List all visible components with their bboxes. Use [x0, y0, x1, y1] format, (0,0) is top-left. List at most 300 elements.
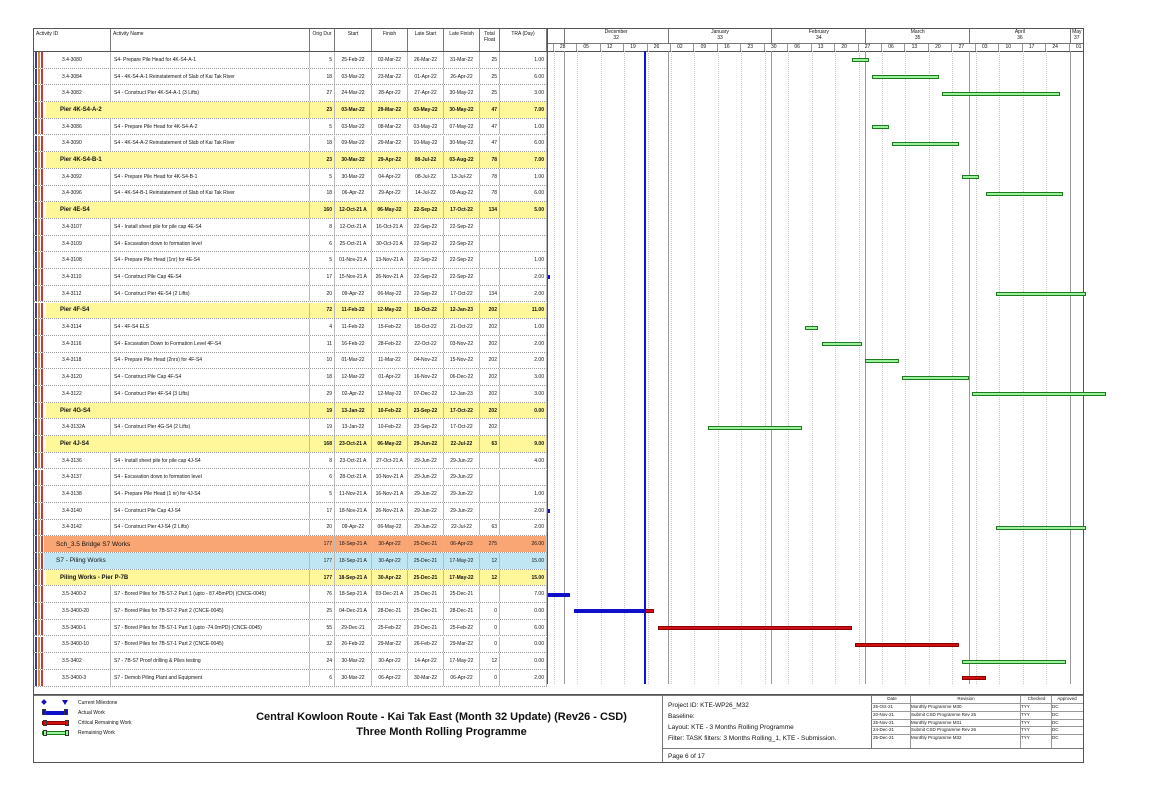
- baseline: Baseline:: [668, 713, 695, 720]
- gantt-bar-rem[interactable]: [708, 426, 802, 430]
- finish-date: 28-Dec-21: [372, 603, 408, 619]
- level-stripe: [41, 152, 43, 168]
- late-start: 03-May-22: [408, 119, 444, 135]
- level-stripe: [35, 202, 37, 218]
- tra-days: 11.00: [500, 303, 547, 319]
- activity-id: 3.5-3400-2: [37, 586, 111, 602]
- finish-date: 30-Apr-22: [372, 553, 408, 569]
- total-float: 63: [480, 436, 500, 452]
- revision-checked: TYY: [1021, 719, 1030, 725]
- timeline-week: 10: [998, 44, 1017, 51]
- late-finish: 29-Jun-22: [444, 470, 480, 486]
- finish-date: 06-May-22: [372, 202, 408, 218]
- total-float: 78: [480, 186, 500, 202]
- late-start: 03-May-22: [408, 102, 444, 118]
- start-date: 30-Mar-22: [335, 152, 372, 168]
- week-gridline: [554, 51, 555, 684]
- gantt-bar-rem[interactable]: [805, 326, 818, 330]
- late-start: 26-Feb-22: [408, 637, 444, 653]
- activity-id: 3.4-3132A: [37, 419, 111, 435]
- start-date: 11-Nov-21 A: [335, 486, 372, 502]
- orig-dur: 29: [310, 386, 335, 402]
- gantt-bar-rem[interactable]: [962, 175, 979, 179]
- revision-date: 25-Oct-21: [873, 704, 894, 709]
- programme-subtitle: Three Month Rolling Programme: [356, 726, 527, 738]
- start-date: 29-Dec-21: [335, 620, 372, 636]
- timeline-week: 01: [1069, 44, 1088, 51]
- table-row[interactable]: [34, 186, 547, 203]
- activity-id: 3.5-3402: [37, 653, 111, 669]
- late-finish: 03-Nov-22: [444, 336, 480, 352]
- group-row[interactable]: [34, 152, 547, 169]
- timeline-month: [564, 29, 668, 43]
- activity-id: 3.4-3080: [37, 52, 111, 68]
- orig-dur: 17: [310, 269, 335, 285]
- schedule-sheet: [33, 28, 1084, 763]
- timeline-month: [969, 29, 1070, 43]
- start-date: 23-Oct-21 A: [335, 453, 372, 469]
- late-finish: 29-Jun-22: [444, 453, 480, 469]
- start-date: 24-Mar-22: [335, 85, 372, 101]
- finish-date: 06-May-22: [372, 520, 408, 536]
- week-gridline: [929, 51, 930, 684]
- finish-date: 16-Nov-21 A: [372, 486, 408, 502]
- table-row[interactable]: [34, 85, 547, 102]
- table-row[interactable]: [34, 169, 547, 186]
- start-date: 26-Feb-22: [335, 637, 372, 653]
- gantt-bar-rem[interactable]: [892, 142, 959, 146]
- orig-dur: 55: [310, 620, 335, 636]
- revision-col-line: [1051, 696, 1052, 748]
- revision-revision: Monthly Programme M31: [911, 719, 962, 725]
- gantt-bar-rem[interactable]: [872, 125, 889, 129]
- level-stripe: [35, 102, 37, 118]
- late-start: 22-Sep-22: [408, 252, 444, 268]
- late-start: 25-Dec-21: [408, 586, 444, 602]
- finish-date: 12-May-22: [372, 386, 408, 402]
- tra-days: 15.00: [500, 553, 547, 569]
- tra-days: 6.00: [500, 69, 547, 85]
- revision-date: 24-Dec-21: [873, 727, 895, 733]
- week-gridline: [859, 51, 860, 684]
- table-row[interactable]: [34, 503, 547, 520]
- legend-label: Current Milestone: [78, 700, 118, 706]
- tra-days: 3.00: [500, 85, 547, 101]
- month-number: 33: [717, 35, 723, 41]
- timeline-week: 20: [834, 44, 853, 51]
- level-stripe: [38, 570, 40, 586]
- revision-col-line: [910, 696, 911, 748]
- gantt-bar-rem[interactable]: [972, 392, 1106, 396]
- week-gridline: [905, 51, 906, 684]
- col-header-late-start[interactable]: Late Start: [408, 29, 444, 51]
- total-float: 202: [480, 303, 500, 319]
- total-float: [480, 269, 500, 285]
- total-float: 0: [480, 603, 500, 619]
- finish-date: 03-Dec-21 A: [372, 586, 408, 602]
- gantt-bar-rem[interactable]: [996, 526, 1086, 530]
- table-row[interactable]: [34, 136, 547, 153]
- level-stripe: [41, 436, 43, 452]
- week-gridline: [835, 51, 836, 684]
- orig-dur: 20: [310, 286, 335, 302]
- group-row[interactable]: [34, 536, 547, 553]
- revision-checked: TYY: [1021, 735, 1030, 741]
- activity-name: S4 - Install sheet pile for pile cap 4E-S4: [111, 219, 310, 235]
- week-gridline: [718, 51, 719, 684]
- finish-date: 10-Nov-21 A: [372, 470, 408, 486]
- month-number: 36: [1017, 35, 1023, 41]
- finish-date: 27-Oct-21 A: [372, 453, 408, 469]
- finish-date: 01-Apr-22: [372, 369, 408, 385]
- total-float: 12: [480, 553, 500, 569]
- tra-days: 7.00: [500, 102, 547, 118]
- activity-name: S4 - 4K-S4-B-1 Reinstatement of Slab of Kai Tak River: [111, 186, 310, 202]
- start-date: 12-Oct-21 A: [335, 202, 372, 218]
- finish-date: 11-Mar-22: [372, 353, 408, 369]
- late-finish: 22-Jul-22: [444, 436, 480, 452]
- late-finish: 06-Apr-23: [444, 536, 480, 552]
- level-stripe: [38, 303, 40, 319]
- legend-cap: [42, 709, 46, 715]
- orig-dur: 5: [310, 486, 335, 502]
- late-start: 29-Jun-22: [408, 470, 444, 486]
- late-start: 18-Oct-22: [408, 303, 444, 319]
- total-float: 63: [480, 520, 500, 536]
- revision-header-approved: Approved: [1057, 696, 1077, 701]
- gantt-bar-rem[interactable]: [865, 359, 899, 363]
- start-date: 01-Mar-22: [335, 353, 372, 369]
- late-start: 29-Dec-21: [408, 620, 444, 636]
- finish-date: 06-Apr-22: [372, 670, 408, 686]
- month-name: January: [711, 29, 729, 35]
- total-float: 134: [480, 286, 500, 302]
- late-finish: 17-Oct-22: [444, 403, 480, 419]
- activity-name: S7 - Bored Piles for 7B-S7-1 Part 2 (CNCE-0045): [111, 637, 310, 653]
- table-row[interactable]: [34, 52, 547, 69]
- total-float: 202: [480, 386, 500, 402]
- week-gridline: [976, 51, 977, 684]
- orig-dur: 72: [310, 303, 335, 319]
- finish-date: 06-May-22: [372, 436, 408, 452]
- finish-date: 15-Feb-22: [372, 319, 408, 335]
- table-row[interactable]: [34, 586, 547, 603]
- activity-name: S4 - Prepare Pile Head (1 nr) for 4J-S4: [111, 486, 310, 502]
- table-row[interactable]: [34, 603, 547, 620]
- timeline-week: 19: [623, 44, 642, 51]
- level-stripe: [35, 553, 37, 569]
- level-stripe: [38, 403, 40, 419]
- total-float: 78: [480, 169, 500, 185]
- gantt-bar-crit[interactable]: [658, 626, 852, 630]
- late-finish: 28-Dec-21: [444, 603, 480, 619]
- table-row[interactable]: [34, 336, 547, 353]
- level-stripe: [35, 303, 37, 319]
- finish-date: 26-Nov-21 A: [372, 269, 408, 285]
- col-header-activity-name[interactable]: Activity Name: [111, 29, 310, 51]
- orig-dur: 18: [310, 186, 335, 202]
- activity-name: S4 - Construct Pier 4K-S4-A-1 (3 Lifts): [111, 85, 310, 101]
- finish-date: 06-May-22: [372, 286, 408, 302]
- late-start: 08-Jul-22: [408, 152, 444, 168]
- activity-id: 3.4-3084: [37, 69, 111, 85]
- finish-date: 29-Apr-22: [372, 186, 408, 202]
- activity-id: 3.4-3118: [37, 353, 111, 369]
- total-float: 0: [480, 637, 500, 653]
- total-float: [480, 236, 500, 252]
- table-row[interactable]: [34, 670, 547, 687]
- footer-divider-2: [662, 748, 1083, 749]
- group-row[interactable]: [34, 102, 547, 119]
- revision-date: 20-Nov-21: [873, 711, 895, 717]
- late-finish: 30-May-22: [444, 136, 480, 152]
- activity-name: S4 - 4F-S4 ELS: [111, 319, 310, 335]
- legend-label: Remaining Work: [78, 730, 115, 736]
- tra-days: 2.00: [500, 336, 547, 352]
- activity-name: Pier 4G-S4: [46, 403, 310, 419]
- start-date: 11-Feb-22: [335, 303, 372, 319]
- late-start: 22-Sep-22: [408, 219, 444, 235]
- week-gridline: [1023, 51, 1024, 684]
- total-float: 12: [480, 570, 500, 586]
- total-float: 25: [480, 69, 500, 85]
- total-float-line1: Total: [484, 31, 495, 37]
- orig-dur: 168: [310, 436, 335, 452]
- start-date: 12-Oct-21 A: [335, 219, 372, 235]
- timeline-week: 28: [553, 44, 572, 51]
- late-start: 29-Jun-22: [408, 503, 444, 519]
- total-float: 47: [480, 136, 500, 152]
- orig-dur: 8: [310, 453, 335, 469]
- timeline-week: 17: [1022, 44, 1041, 51]
- gantt-bar-rem[interactable]: [872, 75, 939, 79]
- timeline-week: 20: [928, 44, 947, 51]
- late-start: 29-Jun-22: [408, 520, 444, 536]
- finish-date: 30-Apr-22: [372, 570, 408, 586]
- start-date: 13-Jan-22: [335, 419, 372, 435]
- total-float: 202: [480, 336, 500, 352]
- tra-days: 2.00: [500, 503, 547, 519]
- start-date: 30-Mar-22: [335, 670, 372, 686]
- level-stripe: [38, 553, 40, 569]
- month-gridline: [865, 51, 866, 684]
- week-gridline: [999, 51, 1000, 684]
- month-name: April: [1014, 29, 1025, 35]
- gantt-bar-crit[interactable]: [962, 676, 985, 680]
- total-float: 25: [480, 52, 500, 68]
- orig-dur: 17: [310, 503, 335, 519]
- week-gridline: [601, 51, 602, 684]
- late-start: 08-Jul-22: [408, 169, 444, 185]
- level-stripe: [41, 536, 43, 552]
- late-finish: 17-May-22: [444, 570, 480, 586]
- gantt-bar-rem[interactable]: [902, 376, 969, 380]
- week-gridline: [765, 51, 766, 684]
- late-finish: 12-Jan-23: [444, 303, 480, 319]
- revision-checked: TYY: [1021, 704, 1030, 709]
- milestone-triangle-icon: [62, 700, 68, 705]
- revision-checked: TYY: [1021, 711, 1030, 717]
- tra-days: 2.00: [500, 670, 547, 686]
- group-row[interactable]: [34, 436, 547, 453]
- level-stripe: [38, 202, 40, 218]
- group-row[interactable]: [34, 403, 547, 420]
- timeline-week: 05: [576, 44, 595, 51]
- gantt-bar-rem[interactable]: [942, 92, 1059, 96]
- table-row[interactable]: [34, 286, 547, 303]
- orig-dur: 23: [310, 102, 335, 118]
- col-header-start[interactable]: Start: [335, 29, 372, 51]
- late-start: 29-Jun-22: [408, 453, 444, 469]
- activity-id: 3.5-3400-3: [37, 670, 111, 686]
- table-row[interactable]: [34, 386, 547, 403]
- table-row[interactable]: [34, 419, 547, 436]
- table-row[interactable]: [34, 319, 547, 336]
- table-row[interactable]: [34, 119, 547, 136]
- table-row[interactable]: [34, 620, 547, 637]
- gantt-bar-rem[interactable]: [996, 292, 1086, 296]
- col-header-late-finish[interactable]: Late Finish: [444, 29, 480, 51]
- group-row[interactable]: [34, 553, 547, 570]
- gantt-bar-crit[interactable]: [855, 643, 959, 647]
- col-header-total-float[interactable]: [480, 29, 500, 51]
- finish-date: 13-Nov-21 A: [372, 252, 408, 268]
- table-row[interactable]: [34, 369, 547, 386]
- tra-days: 1.00: [500, 252, 547, 268]
- revision-revision: Submit CSD Programme Rev 25: [911, 711, 977, 717]
- level-stripe: [35, 403, 37, 419]
- gantt-bar-rem[interactable]: [986, 192, 1063, 196]
- activity-id: 3.4-3108: [37, 252, 111, 268]
- project-id: Project ID: KTE-WP26_M32: [668, 702, 749, 709]
- gantt-bar-act[interactable]: [547, 593, 570, 597]
- tra-days: 1.00: [500, 486, 547, 502]
- orig-dur: 5: [310, 52, 335, 68]
- group-row[interactable]: [34, 303, 547, 320]
- finish-date: 02-Mar-22: [372, 52, 408, 68]
- timeline-week: 27: [858, 44, 877, 51]
- tra-days: 1.00: [500, 319, 547, 335]
- late-start: 26-Mar-22: [408, 52, 444, 68]
- activity-name: S4 - 4K-S4-A-2 Reinstatement of Slab of Kai Tak River: [111, 136, 310, 152]
- table-row[interactable]: [34, 219, 547, 236]
- table-row[interactable]: [34, 653, 547, 670]
- activity-name: Pier 4K-S4-B-1: [46, 152, 310, 168]
- late-start: 22-Sep-22: [408, 286, 444, 302]
- revision-approved: DC: [1052, 704, 1059, 709]
- timeline-week: 02: [670, 44, 689, 51]
- orig-dur: 177: [310, 536, 335, 552]
- gantt-bar-rem[interactable]: [822, 342, 862, 346]
- activity-id: 3.4-3142: [37, 520, 111, 536]
- month-number: 34: [816, 35, 822, 41]
- legend-label: Critical Remaining Work: [78, 720, 132, 726]
- col-header-finish[interactable]: Finish: [372, 29, 408, 51]
- table-row[interactable]: [34, 486, 547, 503]
- start-date: 18-Sep-21 A: [335, 586, 372, 602]
- timeline-month: [668, 29, 772, 43]
- revision-revision: Submit CSD Programme Rev 26: [911, 727, 977, 733]
- table-row[interactable]: [34, 252, 547, 269]
- gantt-bar-rem[interactable]: [962, 660, 1066, 664]
- orig-dur: 5: [310, 119, 335, 135]
- late-start: 22-Sep-22: [408, 269, 444, 285]
- activity-name: S4 - Construct Pier 4G-S4 (2 Lifts): [111, 419, 310, 435]
- table-row[interactable]: [34, 470, 547, 487]
- tra-days: 6.00: [500, 620, 547, 636]
- start-date: 18-Nov-21 A: [335, 503, 372, 519]
- milestone-diamond-icon: [41, 699, 47, 705]
- late-finish: 12-Jan-23: [444, 386, 480, 402]
- finish-date: 10-Feb-22: [372, 403, 408, 419]
- legend-label: Actual Work: [78, 710, 105, 716]
- month-gridline: [668, 51, 669, 684]
- col-header-tra[interactable]: TRA (Day): [500, 29, 547, 51]
- activity-name: S4 - Install sheet pile for pile cap 4J-S4: [111, 453, 310, 469]
- activity-name: S4 - Construct Pier 4F-S4 (3 Lifts): [111, 386, 310, 402]
- col-header-orig-dur[interactable]: Orig Dur: [310, 29, 335, 51]
- timeline-week: 26: [647, 44, 666, 51]
- activity-id: 3.4-3107: [37, 219, 111, 235]
- activity-id: 3.4-3120: [37, 369, 111, 385]
- activity-name: Sch_3.5 Bridge S7 Works: [44, 536, 310, 552]
- activity-name: Piling Works - Pier P-7B: [46, 570, 310, 586]
- table-row[interactable]: [34, 236, 547, 253]
- table-row[interactable]: [34, 520, 547, 537]
- table-row[interactable]: [34, 637, 547, 654]
- start-date: 09-Mar-22: [335, 136, 372, 152]
- gantt-bar-act[interactable]: [574, 609, 644, 613]
- total-float: [480, 486, 500, 502]
- start-date: 02-Apr-22: [335, 386, 372, 402]
- total-float: [480, 219, 500, 235]
- total-float: 202: [480, 353, 500, 369]
- orig-dur: 76: [310, 586, 335, 602]
- col-header-activity-id[interactable]: Activity ID: [34, 29, 111, 51]
- table-row[interactable]: [34, 269, 547, 286]
- table-row[interactable]: [34, 69, 547, 86]
- late-finish: 31-Mar-22: [444, 52, 480, 68]
- level-stripe: [35, 570, 37, 586]
- week-gridline: [1046, 51, 1047, 684]
- late-finish: 06-Dec-22: [444, 369, 480, 385]
- week-gridline: [952, 51, 953, 684]
- tra-days: 9.00: [500, 436, 547, 452]
- table-row[interactable]: [34, 453, 547, 470]
- orig-dur: 23: [310, 152, 335, 168]
- week-gridline: [812, 51, 813, 684]
- tra-days: 1.00: [500, 119, 547, 135]
- orig-dur: 4: [310, 319, 335, 335]
- total-float: [480, 453, 500, 469]
- activity-name: S4 - Prepare Pile Head for 4K-S4-A-2: [111, 119, 310, 135]
- activity-id: 3.5-3400-1: [37, 620, 111, 636]
- group-row[interactable]: [34, 202, 547, 219]
- total-float: 0: [480, 670, 500, 686]
- activity-id: 3.4-3082: [37, 85, 111, 101]
- late-finish: 29-Jun-22: [444, 503, 480, 519]
- group-row[interactable]: [34, 570, 547, 587]
- orig-dur: 18: [310, 136, 335, 152]
- activity-name: S4- Prepare Pile Head for 4K-S4-A-1: [111, 52, 310, 68]
- finish-date: 28-Apr-22: [372, 85, 408, 101]
- orig-dur: 25: [310, 603, 335, 619]
- gantt-bar-rem[interactable]: [852, 58, 869, 62]
- finish-date: 16-Oct-21 A: [372, 219, 408, 235]
- finish-date: 29-Mar-22: [372, 136, 408, 152]
- table-row[interactable]: [34, 353, 547, 370]
- orig-dur: 19: [310, 419, 335, 435]
